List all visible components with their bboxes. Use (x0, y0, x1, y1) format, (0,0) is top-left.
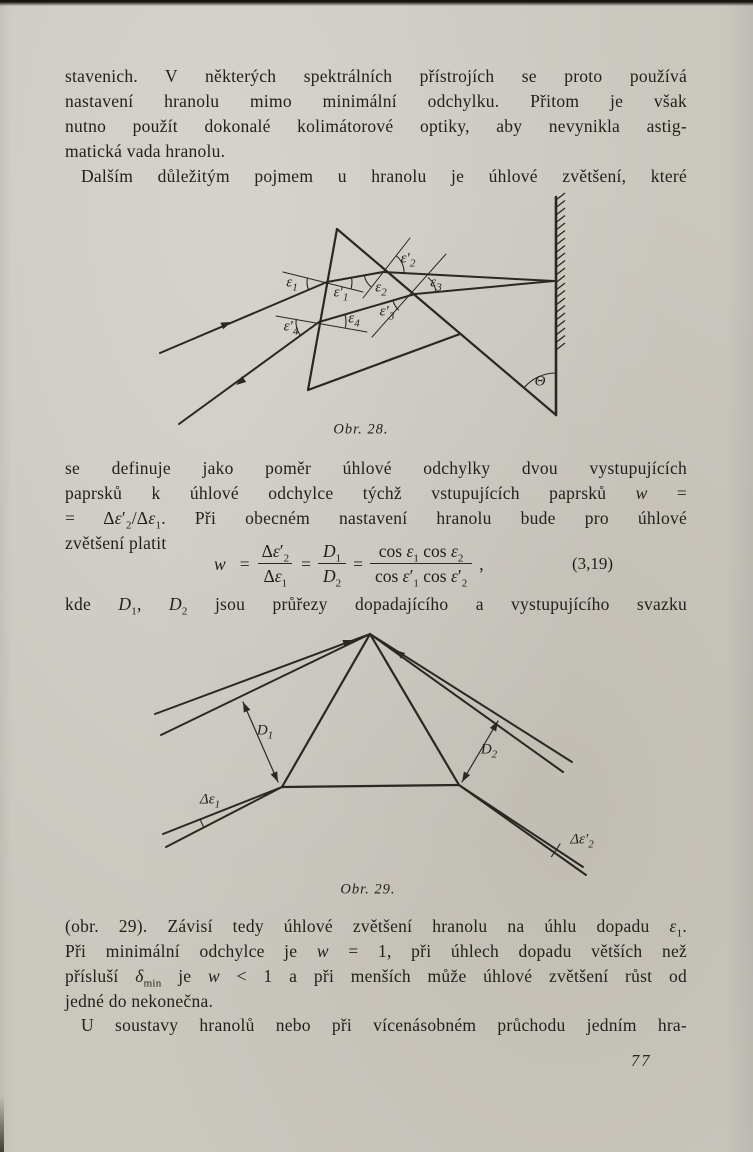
text-line: U soustavy hranolů nebo při vícenásobném průchodu jedním hra- (81, 1015, 687, 1035)
figure-28-prism-with-mirror (140, 190, 585, 442)
figure-line (155, 634, 370, 714)
angle-label-theta: Θ (534, 373, 546, 390)
fraction-denominator: $D_2$ (318, 563, 346, 587)
page-number: 77 (631, 1051, 652, 1070)
figure-line (459, 785, 586, 875)
figure-line (160, 282, 327, 353)
paragraph-2 (65, 164, 687, 189)
paragraph-1 (65, 64, 687, 164)
fraction-term (318, 541, 346, 590)
arrowhead (271, 771, 278, 782)
fig28-caption: Obr. 28. (333, 421, 389, 438)
mirror-hatch-tick (556, 208, 565, 215)
paragraph-kde (65, 592, 687, 617)
figure-line (337, 229, 556, 415)
fraction-term (370, 541, 472, 590)
mirror-hatch-tick (556, 201, 565, 208)
page-top-edge-shadow (0, 0, 753, 6)
mirror-hatch-tick (556, 231, 565, 238)
angle-label-eps4p: $\varepsilon'_4$ (283, 318, 299, 338)
formula-symbol: , (479, 553, 484, 574)
figure-line (282, 634, 370, 787)
beam-width-label-d2: $D_2$ (480, 741, 498, 761)
fig29-caption: Obr. 29. (340, 881, 396, 898)
mirror-hatch-tick (556, 328, 565, 335)
fraction-denominator: $\Delta\varepsilon_1$ (258, 563, 292, 587)
text-line: se definuje jako poměr úhlové odchylky dvou vystupujících (65, 458, 687, 478)
angle-label-delta-eps2p: $\Delta\varepsilon'_2$ (570, 831, 594, 851)
angle-label-eps4: $\varepsilon_4$ (348, 310, 360, 330)
text-line: (obr. 29). Závisí tedy úhlové zvětšení hranolu na úhlu dopadu $\varepsilon_1$. (65, 916, 687, 940)
fraction-denominator: $\cos \varepsilon'_1$ $\cos \varepsilon'_2$ (370, 563, 472, 587)
figure-29-angular-magnification (130, 618, 610, 903)
beam-width-label-d1: $D_1$ (256, 722, 274, 742)
text-line: Dalším důležitým pojmem u hranolu je úhlové zvětšení, které (81, 166, 687, 186)
mirror-hatch-tick (556, 223, 565, 230)
figure-line (161, 634, 370, 735)
equation-3-19 (65, 541, 687, 593)
mirror-hatch-tick (556, 313, 565, 320)
angle-label-delta-eps1: $\Delta\varepsilon_1$ (199, 791, 221, 811)
text-line: nastavení hranolu mimo minimální odchylku. Přitom je však (65, 91, 687, 111)
formula-symbol: = (239, 553, 250, 574)
text-line: = $\Delta\varepsilon'_2/\Delta\varepsilon_1$. Při obecném nastavení hranolu bude pro úhlové (65, 508, 687, 532)
mirror-hatch-tick (556, 336, 565, 343)
mirror-hatch-tick (556, 261, 565, 268)
formula-symbol: = (301, 553, 311, 574)
figure-line (163, 787, 282, 834)
angle-arc (345, 315, 346, 328)
fraction-numerator: $\cos \varepsilon_1$ $\cos \varepsilon_2$ (378, 541, 464, 565)
text-line: zvětšení platit (65, 533, 167, 553)
fraction-term (257, 541, 295, 590)
figure-28-prism-with-mirror-drawing (140, 190, 585, 442)
text-line: kde $D_1$, $D_2$ jsou průřezy dopadajícího a vystupujícího svazku (65, 594, 688, 618)
text-line: Při minimální odchylce je w = 1, při úhlech dopadu větších než (65, 941, 688, 961)
mirror-hatch-tick (556, 343, 565, 350)
mirror-hatch-tick (556, 216, 565, 223)
text-line: přísluší $\delta_{min}$ je w < 1 a při menších může úhlové zvětšení růst od (65, 966, 687, 990)
arrowhead (220, 322, 231, 329)
angle-label-eps1: $\varepsilon_1$ (286, 274, 298, 294)
angle-label-eps2p: $\varepsilon'_2$ (400, 250, 416, 270)
mirror-hatch-tick (556, 253, 565, 260)
angle-arc (364, 275, 371, 287)
mirror-hatch-tick (556, 306, 565, 313)
text-line: jedné do nekonečna. (65, 991, 214, 1011)
figure-line (166, 787, 282, 847)
paragraph-5 (65, 1013, 687, 1038)
figure-line (308, 229, 337, 390)
mirror-hatch-tick (556, 321, 565, 328)
mirror-hatch-tick (556, 276, 565, 283)
formula-symbol: w (214, 553, 226, 574)
page-corner-shadow (0, 1096, 4, 1152)
text-line: matická vada hranolu. (65, 141, 226, 161)
paragraph-4 (65, 914, 687, 1014)
mirror-hatch-tick (556, 246, 565, 253)
mirror-hatch-tick (556, 298, 565, 305)
angle-label-eps3: $\varepsilon_3$ (430, 274, 442, 294)
angle-arc (200, 819, 205, 829)
text-line: nutno použít dokonalé kolimátorové optiky, aby nevynikla astig- (65, 116, 687, 136)
equation-body (207, 541, 491, 590)
mirror-hatch-tick (556, 283, 565, 290)
fraction-numerator: $\Delta\varepsilon'_2$ (261, 541, 290, 565)
figure-line (243, 702, 278, 782)
angle-label-eps3p: $\varepsilon'_3$ (379, 303, 395, 323)
angle-label-eps1p: $\varepsilon'_1$ (333, 284, 349, 304)
arrowhead (462, 772, 470, 783)
mirror-hatch-tick (556, 238, 565, 245)
mirror-hatch-tick (556, 193, 565, 200)
fraction-numerator: $D_1$ (322, 541, 342, 565)
figure-line (383, 272, 554, 281)
angle-arc (351, 278, 352, 289)
mirror-hatch-tick (556, 268, 565, 275)
angle-arc (307, 278, 309, 290)
text-line: stavenich. V některých spektrálních přístrojích se proto používá (65, 66, 687, 86)
text-line: paprsků k úhlové odchylce týchž vstupujících paprsků w = (65, 483, 687, 503)
arrowhead (243, 702, 250, 713)
figure-29-angular-magnification-drawing (130, 618, 610, 903)
angle-label-eps2: $\varepsilon_2$ (375, 279, 387, 299)
figure-line (308, 334, 460, 390)
equation-number: (3,19) (572, 554, 614, 573)
mirror-hatch-tick (556, 291, 565, 298)
figure-line (370, 634, 459, 785)
formula-symbol: = (353, 553, 363, 574)
figure-line (282, 785, 459, 787)
